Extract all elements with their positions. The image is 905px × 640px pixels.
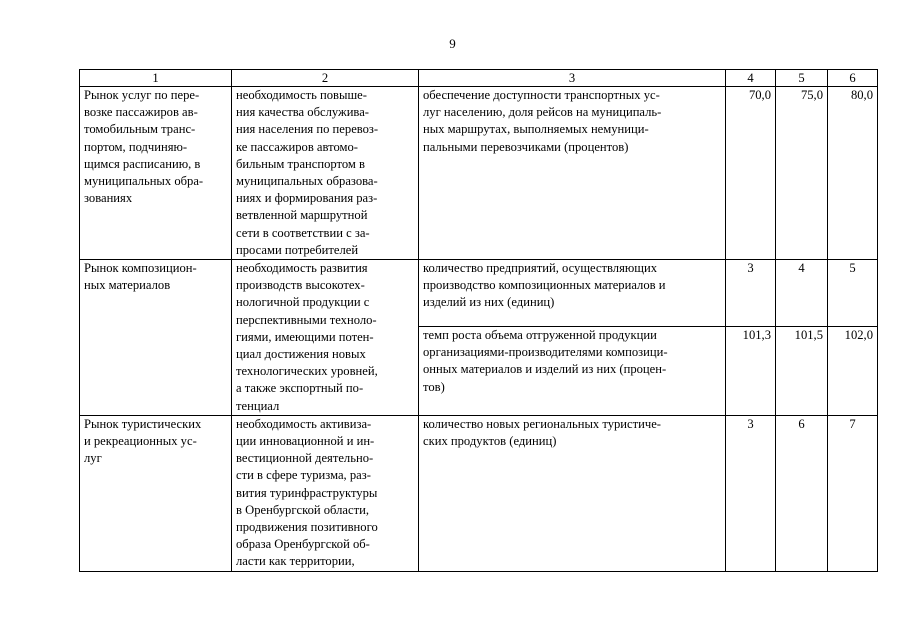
text-line: изделий из них (единиц)	[423, 295, 555, 310]
column-header-4: 4	[726, 70, 776, 87]
indicators-table	[79, 69, 878, 572]
text-line: организациями-производителями композици-	[423, 345, 668, 360]
text-line: образа Оренбургской об-	[236, 537, 370, 552]
text-line: луг	[84, 451, 102, 466]
market-name-cell	[80, 260, 232, 416]
column-header-5: 5	[776, 70, 828, 87]
text-line: циал достижения новых	[236, 347, 366, 362]
text-line: ции инновационной и ин-	[236, 434, 375, 449]
text-line: и рекреационных ус-	[84, 434, 197, 449]
text-line: Рынок туристических	[84, 416, 202, 431]
text-line: гиями, имеющими потен-	[236, 329, 374, 344]
column-header-2: 2	[232, 70, 419, 87]
value-col5: 101,5	[776, 326, 828, 415]
text-line: ния качества обслужива-	[236, 105, 369, 120]
text-line: сти в сфере туризма, раз-	[236, 468, 371, 483]
text-line: производство композиционных материалов и	[423, 278, 666, 293]
text-line: обеспечение доступности транспортных ус-	[423, 88, 660, 102]
indicator-cell	[419, 87, 726, 260]
text-line: онных материалов и изделий из них (процен-	[423, 362, 667, 377]
text-line: ных маршрутах, выполняемых немуници-	[423, 122, 649, 137]
rationale-cell	[232, 260, 419, 416]
column-header-3: 3	[419, 70, 726, 87]
text-line: количество новых региональных туристиче-	[423, 416, 661, 431]
text-line: производств высокотех-	[236, 278, 365, 293]
text-line: ниях и формирования раз-	[236, 191, 378, 206]
text-line: перспективными техноло-	[236, 312, 377, 327]
table-row	[80, 87, 878, 260]
rationale-cell	[232, 415, 419, 571]
text-line: ветвленной маршрутной	[236, 208, 368, 223]
table-row	[80, 260, 878, 327]
text-line: темп роста объема отгруженной продукции	[423, 327, 657, 342]
market-name-cell	[80, 415, 232, 571]
column-header-1: 1	[80, 70, 232, 87]
text-line: возке пассажиров ав-	[84, 105, 198, 120]
text-line: а также экспортный по-	[236, 381, 364, 396]
text-line: Рынок услуг по пере-	[84, 88, 200, 102]
value-col4: 3	[726, 260, 776, 327]
text-line: тов)	[423, 379, 445, 394]
value-col6: 7	[828, 415, 878, 571]
text-line: тенциал	[236, 398, 280, 413]
text-line: в Оренбургской области,	[236, 502, 370, 517]
text-line: ных материалов	[84, 278, 171, 293]
text-line: муниципальных образова-	[236, 174, 378, 189]
text-line: ке пассажиров автомо-	[236, 139, 359, 154]
text-line: муниципальных обра-	[84, 174, 204, 189]
table-row	[80, 415, 878, 571]
text-line: вестиционной деятельно-	[236, 451, 374, 466]
value-col6: 5	[828, 260, 878, 327]
text-line: щимся расписанию, в	[84, 156, 201, 171]
indicator-cell	[419, 260, 726, 327]
text-line: необходимость активиза-	[236, 416, 372, 431]
text-line: ласти как территории,	[236, 554, 355, 569]
text-line: сети в соответствии с за-	[236, 225, 370, 240]
value-col4: 101,3	[726, 326, 776, 415]
page-number: 9	[449, 36, 456, 51]
text-line: томобильным транс-	[84, 122, 196, 137]
table-header-row	[80, 70, 878, 87]
text-line: ских продуктов (единиц)	[423, 434, 557, 449]
text-line: просами потребителей	[236, 242, 359, 257]
text-line: необходимость повыше-	[236, 88, 367, 102]
indicator-cell	[419, 415, 726, 571]
value-col4: 70,0	[726, 87, 776, 260]
value-col5: 6	[776, 415, 828, 571]
text-line: ния населения по перевоз-	[236, 122, 379, 137]
indicator-cell	[419, 326, 726, 415]
text-line: Рынок композицион-	[84, 261, 197, 276]
value-col6: 80,0	[828, 87, 878, 260]
text-line: пальными перевозчиками (процентов)	[423, 139, 629, 154]
value-col4: 3	[726, 415, 776, 571]
text-line: бильным транспортом в	[236, 156, 365, 171]
text-line: количество предприятий, осуществляющих	[423, 261, 658, 276]
text-line: зованиях	[84, 191, 133, 206]
market-name-cell	[80, 87, 232, 260]
text-line: необходимость развития	[236, 261, 368, 276]
column-header-6: 6	[828, 70, 878, 87]
text-line: вития туринфраструктуры	[236, 485, 378, 500]
value-col5: 4	[776, 260, 828, 327]
text-line: технологических уровней,	[236, 364, 378, 379]
text-line: портом, подчиняю-	[84, 139, 188, 154]
text-line: луг населению, доля рейсов на муниципаль-	[423, 105, 662, 120]
text-line: нологичной продукции с	[236, 295, 370, 310]
value-col6: 102,0	[828, 326, 878, 415]
rationale-cell	[232, 87, 419, 260]
value-col5: 75,0	[776, 87, 828, 260]
text-line: продвижения позитивного	[236, 520, 378, 535]
